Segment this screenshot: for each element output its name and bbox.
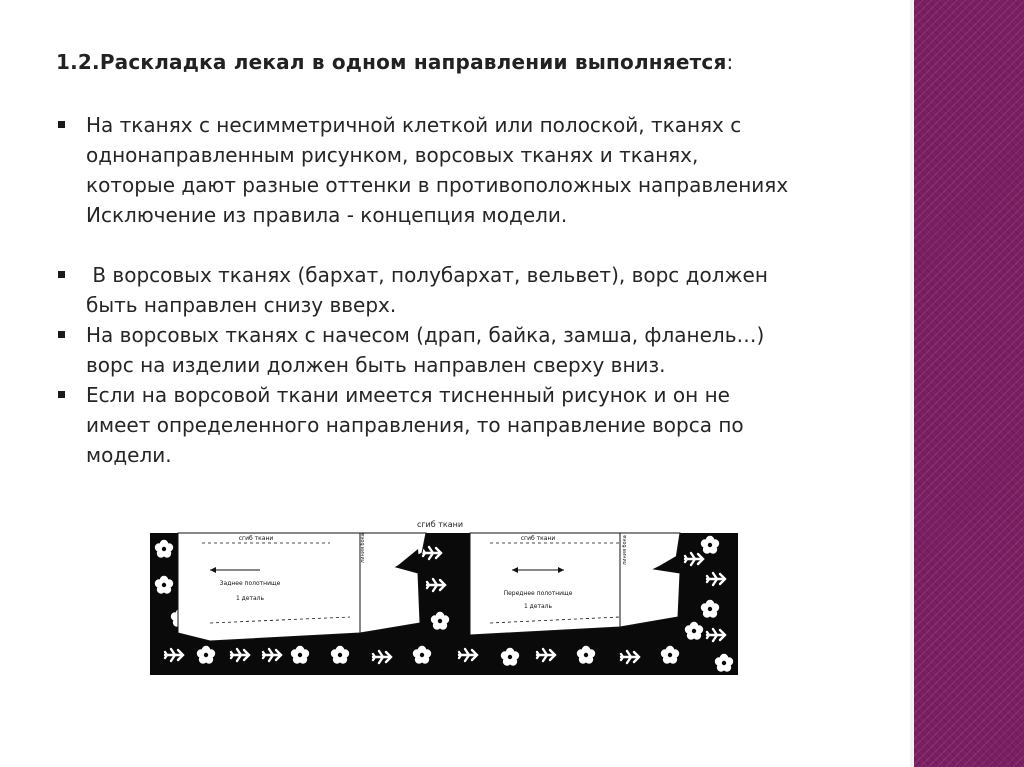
bullet-line: В ворсовых тканях (бархат, полубархат, вельвет), ворс должен [86, 263, 768, 287]
left-fold-mark: сгиб ткани [238, 535, 274, 542]
bullet-line: На ворсовых тканях с начесом (драп, байка, замша, фланель…) [86, 323, 765, 347]
bullet-item [56, 320, 886, 380]
bullet-item [56, 380, 886, 470]
bullet-item [56, 110, 886, 230]
left-panel-count: 1 деталь [235, 595, 265, 602]
left-panel-title: Заднее полотнище [219, 580, 281, 587]
slide-heading [56, 50, 733, 74]
bullet-line: Исключение из правила - концепция модели. [86, 203, 568, 227]
decorative-side-band [914, 0, 1024, 767]
bullet-list [56, 110, 886, 470]
right-fold-mark: сгиб ткани [520, 535, 556, 542]
right-small-label: линия бока [622, 535, 628, 565]
bullet-spacer [56, 230, 886, 260]
bullet-line: быть направлен снизу вверх. [86, 293, 397, 317]
bullet-square-icon [58, 391, 65, 398]
bullet-line: однонаправленным рисунком, ворсовых тканях и тканях, [86, 143, 699, 167]
fold-label: сгиб ткани [416, 520, 464, 529]
bullet-square-icon [58, 121, 65, 128]
bullet-line: модели. [86, 443, 172, 467]
bullet-square-icon [58, 271, 65, 278]
heading-text: 1.2.Раскладка лекал в одном направлении выполняется [56, 50, 727, 74]
heading-colon: : [726, 50, 734, 74]
bullet-line: имеет определенного направления, то направление ворса по [86, 413, 744, 437]
bullet-line: ворс на изделии должен быть направлен сверху вниз. [86, 353, 666, 377]
bullet-line: Если на ворсовой ткани имеется тисненный рисунок и он не [86, 383, 730, 407]
bullet-line: которые дают разные оттенки в противоположных направлениях [86, 173, 789, 197]
bullet-square-icon [58, 331, 65, 338]
right-panel-title: Переднее полотнище [503, 590, 573, 597]
bullet-line: На тканях с несимметричной клеткой или полоской, тканях с [86, 113, 742, 137]
fabric-layout-diagram [150, 513, 738, 675]
right-pattern-piece [470, 533, 680, 635]
bullet-item [56, 260, 886, 320]
left-pattern-piece [178, 533, 426, 641]
left-small-label: линия бока [360, 533, 366, 563]
right-panel-count: 1 деталь [523, 603, 553, 610]
